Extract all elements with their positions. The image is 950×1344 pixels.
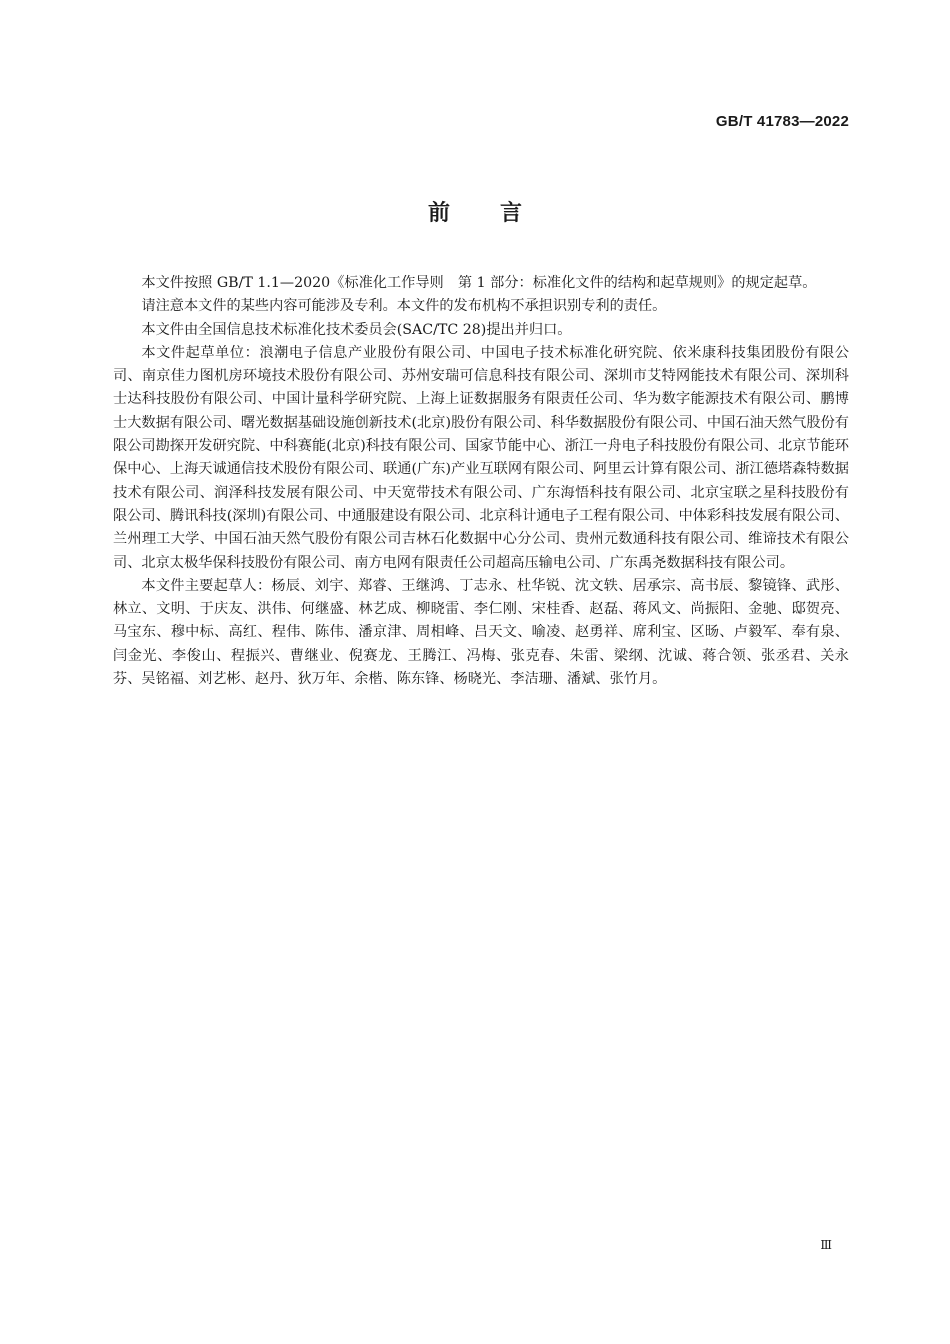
page-number: Ⅲ [820, 1238, 832, 1252]
page-title: 前言 [427, 201, 572, 226]
paragraph-patent-notice: 请注意本文件的某些内容可能涉及专利。本文件的发布机构不承担识别专利的责任。 [141, 298, 667, 315]
paragraph-drafters: 本文件主要起草人：杨辰、刘宇、郑睿、王继鸿、丁志永、杜华锐、沈文轶、居承宗、高书辰、黎镜锋、武彤、林立、文明、于庆友、洪伟、何继盛、林艺成、柳晓雷、李仁刚、宋桂香、赵磊、蒋风文、尚振阳、金驰、邸贺亮、马宝东、穆中标、高红、程伟、陈伟、潘京津、周相峰、吕天文、喻凌、赵勇祥、席利宝、区旸、卢毅军、奉有泉、闫金光、李俊山、程振兴、曹继业、倪赛龙、王腾江、冯梅、张克春、朱雷、梁纲、沈诚、蒋合领、张丞君、关永芬、吴铭福、刘艺彬、赵丹、狄万年、余楷、陈东锋、杨晓光、李洁珊、潘斌、张竹月。 [113, 577, 849, 688]
paragraph-drafting-units: 本文件起草单位：浪潮电子信息产业股份有限公司、中国电子技术标准化研究院、依米康科技集团股份有限公司、南京佳力图机房环境技术股份有限公司、苏州安瑞可信息科技有限公司、深圳市艾特网能技术有限公司、深圳科士达科技股份有限公司、中国计量科学研究院、上海上证数据服务有限责任公司、华为数字能源技术有限公司、鹏博士大数据有限公司、曙光数据基础设施创新技术(北京)股份有限公司、科华数据股份有限公司、中国石油天然气股份有限公司勘探开发研究院、中科赛能(北京)科技有限公司、国家节能中心、浙江一舟电子科技股份有限公司、北京节能环保中心、上海天诚通信技术股份有限公司、联通(广东)产业互联网有限公司、阿里云计算有限公司、浙江德塔森特数据技术有限公司、润泽科技发展有限公司、中天宽带技术有限公司、广东海悟科技有限公司、北京宝联之星科技股份有限公司、腾讯科技(深圳)有限公司、中通服建设有限公司、北京科计通电子工程有限公司、中体彩科技发展有限公司、兰州理工大学、中国石油天然气股份有限公司吉林石化数据中心分公司、贵州元数通科技有限公司、维谛技术有限公司、北京太极华保科技股份有限公司、南方电网有限责任公司超高压输电公司、广东禹尧数据科技有限公司。 [113, 344, 849, 571]
paragraph-proposer: 本文件由全国信息技术标准化技术委员会(SAC/TC 28)提出并归口。 [141, 321, 572, 338]
standard-code: GB/T 41783—2022 [715, 113, 849, 130]
paragraph-drafting-rules: 本文件按照 GB/T 1.1—2020《标准化工作导则 第 1 部分：标准化文件的结构和起草规则》的规定起草。 [141, 275, 817, 291]
document-body [113, 272, 849, 691]
